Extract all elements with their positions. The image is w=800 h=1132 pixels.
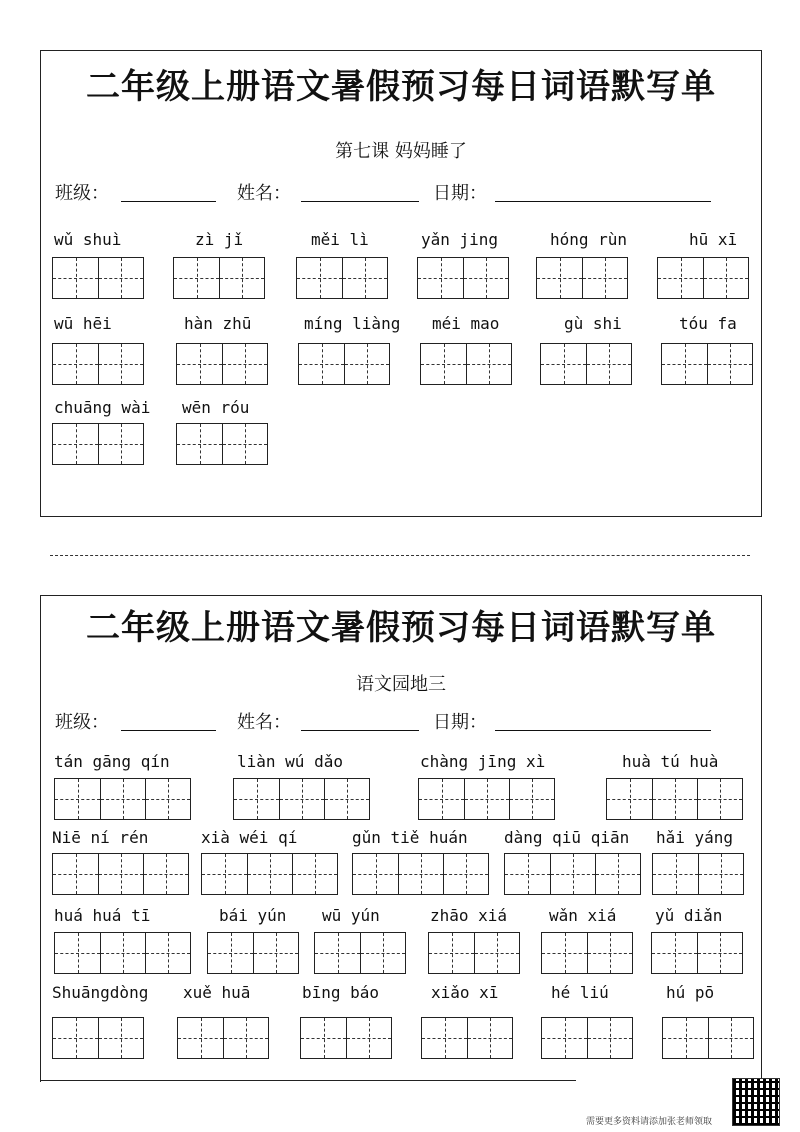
tian-zi-cell[interactable]	[253, 933, 298, 973]
tian-zi-cell[interactable]	[663, 1018, 708, 1058]
worksheet-title: 二年级上册语文暑假预习每日词语默写单	[86, 608, 716, 648]
pinyin-label: yǔ diǎn	[655, 906, 723, 925]
tian-zi-cell[interactable]	[143, 854, 188, 894]
tian-zi-cell[interactable]	[467, 1018, 512, 1058]
name-label: 姓名：	[237, 183, 291, 204]
pinyin-label: wū hēi	[54, 314, 112, 333]
writing-grid[interactable]	[652, 853, 744, 895]
tian-zi-cell[interactable]	[222, 424, 267, 464]
tian-zi-cell[interactable]	[53, 258, 98, 298]
lesson-title: 第七课 妈妈睡了	[335, 141, 467, 162]
tian-zi-cell[interactable]	[422, 1018, 467, 1058]
tian-zi-cell[interactable]	[541, 344, 586, 384]
pinyin-label: zì jǐ	[195, 230, 244, 249]
name-blank[interactable]	[301, 201, 419, 202]
pinyin-label: gù shi	[564, 314, 622, 333]
date-label: 日期：	[433, 183, 487, 204]
tian-zi-cell[interactable]	[292, 854, 337, 894]
pinyin-label: huá huá tī	[54, 906, 151, 925]
tian-zi-cell[interactable]	[219, 258, 264, 298]
tian-zi-cell[interactable]	[279, 779, 324, 819]
tian-zi-cell[interactable]	[53, 424, 98, 464]
tian-zi-cell[interactable]	[145, 933, 190, 973]
writing-grid[interactable]	[52, 853, 189, 895]
tian-zi-cell[interactable]	[463, 258, 508, 298]
writing-grid[interactable]	[536, 257, 628, 299]
tian-zi-cell[interactable]	[297, 258, 342, 298]
writing-grid[interactable]	[541, 932, 633, 974]
writing-grid[interactable]	[52, 423, 144, 465]
tian-zi-cell[interactable]	[177, 424, 222, 464]
tian-zi-cell[interactable]	[653, 854, 698, 894]
tian-zi-cell[interactable]	[324, 779, 369, 819]
tian-zi-cell[interactable]	[703, 258, 748, 298]
writing-grid[interactable]	[420, 343, 512, 385]
pinyin-label: huà tú huà	[622, 752, 719, 771]
pinyin-label: míng liàng	[304, 314, 401, 333]
date-label: 日期：	[433, 712, 487, 733]
pinyin-label: wēn róu	[182, 398, 250, 417]
writing-grid[interactable]	[428, 932, 520, 974]
writing-grid[interactable]	[421, 1017, 513, 1059]
top-worksheet	[40, 50, 762, 517]
tian-zi-cell[interactable]	[98, 1018, 143, 1058]
tian-zi-cell[interactable]	[698, 854, 743, 894]
writing-grid[interactable]	[352, 853, 489, 895]
tian-zi-cell[interactable]	[550, 854, 595, 894]
pinyin-label: hú pō	[666, 983, 715, 1002]
pinyin-label: hū xī	[689, 230, 738, 249]
pinyin-label: Niē ní rén	[52, 828, 149, 847]
tian-zi-cell[interactable]	[177, 344, 222, 384]
tian-zi-cell[interactable]	[586, 344, 631, 384]
writing-grid[interactable]	[606, 778, 743, 820]
tian-zi-cell[interactable]	[53, 854, 98, 894]
tian-zi-cell[interactable]	[299, 344, 344, 384]
tian-zi-cell[interactable]	[344, 344, 389, 384]
name-blank[interactable]	[301, 730, 419, 731]
tian-zi-cell[interactable]	[301, 1018, 346, 1058]
footer-rule	[40, 1080, 576, 1081]
tian-zi-cell[interactable]	[582, 258, 627, 298]
tian-zi-cell[interactable]	[223, 1018, 268, 1058]
worksheet-title: 二年级上册语文暑假预习每日词语默写单	[86, 67, 716, 107]
pinyin-label: wū yún	[322, 906, 380, 925]
writing-grid[interactable]	[661, 343, 753, 385]
pinyin-label: měi lì	[311, 230, 369, 249]
writing-grid[interactable]	[541, 1017, 633, 1059]
writing-grid[interactable]	[52, 1017, 144, 1059]
writing-grid[interactable]	[176, 343, 268, 385]
tian-zi-cell[interactable]	[587, 933, 632, 973]
tian-zi-cell[interactable]	[346, 1018, 391, 1058]
pinyin-label: zhāo xiá	[430, 906, 508, 925]
class-label: 班级：	[55, 183, 109, 204]
tian-zi-cell[interactable]	[234, 779, 279, 819]
pinyin-label: tóu fa	[679, 314, 737, 333]
tian-zi-cell[interactable]	[98, 258, 143, 298]
pinyin-label: hǎi yáng	[656, 828, 734, 847]
tian-zi-cell[interactable]	[208, 933, 253, 973]
tian-zi-cell[interactable]	[55, 933, 100, 973]
class-blank[interactable]	[121, 730, 216, 731]
tian-zi-cell[interactable]	[342, 258, 387, 298]
name-label: 姓名：	[237, 712, 291, 733]
pinyin-label: gǔn tiě huán	[352, 828, 468, 847]
qr-code-image	[732, 1078, 780, 1126]
pinyin-label: bái yún	[219, 906, 287, 925]
pinyin-label: yǎn jing	[421, 230, 499, 249]
class-label: 班级：	[55, 712, 109, 733]
pinyin-label: xià wéi qí	[201, 828, 298, 847]
tian-zi-cell[interactable]	[707, 344, 752, 384]
tian-zi-cell[interactable]	[398, 854, 443, 894]
tian-zi-cell[interactable]	[178, 1018, 223, 1058]
writing-grid[interactable]	[177, 1017, 269, 1059]
tian-zi-cell[interactable]	[100, 933, 145, 973]
tian-zi-cell[interactable]	[98, 854, 143, 894]
tian-zi-cell[interactable]	[466, 344, 511, 384]
writing-grid[interactable]	[54, 932, 191, 974]
writing-grid[interactable]	[296, 257, 388, 299]
tian-zi-cell[interactable]	[652, 779, 697, 819]
writing-grid[interactable]	[52, 343, 144, 385]
pinyin-label: hóng rùn	[550, 230, 628, 249]
tian-zi-cell[interactable]	[464, 779, 509, 819]
pinyin-label: xiǎo xī	[431, 983, 499, 1002]
tian-zi-cell[interactable]	[353, 854, 398, 894]
tian-zi-cell[interactable]	[360, 933, 405, 973]
tian-zi-cell[interactable]	[421, 344, 466, 384]
cut-line-divider	[50, 555, 750, 556]
pinyin-label: méi mao	[432, 314, 500, 333]
footer-note: 需要更多资料请添加张老师领取	[586, 1117, 713, 1127]
tian-zi-cell[interactable]	[315, 933, 360, 973]
tian-zi-cell[interactable]	[429, 933, 474, 973]
lesson-title: 语文园地三	[356, 674, 446, 695]
writing-grid[interactable]	[52, 257, 144, 299]
pinyin-label: dàng qiū qiān	[504, 828, 630, 847]
tian-zi-cell[interactable]	[55, 779, 100, 819]
writing-grid[interactable]	[417, 257, 509, 299]
tian-zi-cell[interactable]	[53, 344, 98, 384]
date-blank[interactable]	[495, 730, 711, 731]
writing-grid[interactable]	[173, 257, 265, 299]
writing-grid[interactable]	[298, 343, 390, 385]
pinyin-label: Shuāngdòng	[52, 983, 149, 1002]
tian-zi-cell[interactable]	[509, 779, 554, 819]
tian-zi-cell[interactable]	[542, 933, 587, 973]
writing-grid[interactable]	[201, 853, 338, 895]
writing-grid[interactable]	[662, 1017, 754, 1059]
tian-zi-cell[interactable]	[53, 1018, 98, 1058]
writing-grid[interactable]	[657, 257, 749, 299]
writing-grid[interactable]	[504, 853, 641, 895]
pinyin-label: chàng jīng xì	[420, 752, 546, 771]
pinyin-label: bīng báo	[302, 983, 380, 1002]
pinyin-label: xuě huā	[183, 983, 251, 1002]
writing-grid[interactable]	[54, 778, 191, 820]
writing-grid[interactable]	[651, 932, 743, 974]
writing-grid[interactable]	[176, 423, 268, 465]
pinyin-label: hé liú	[551, 983, 609, 1002]
writing-grid[interactable]	[207, 932, 299, 974]
tian-zi-cell[interactable]	[697, 933, 742, 973]
tian-zi-cell[interactable]	[474, 933, 519, 973]
tian-zi-cell[interactable]	[505, 854, 550, 894]
pinyin-label: wǎn xiá	[549, 906, 617, 925]
tian-zi-cell[interactable]	[542, 1018, 587, 1058]
pinyin-label: liàn wú dǎo	[237, 752, 343, 771]
tian-zi-cell[interactable]	[662, 344, 707, 384]
class-blank[interactable]	[121, 201, 216, 202]
tian-zi-cell[interactable]	[100, 779, 145, 819]
tian-zi-cell[interactable]	[419, 779, 464, 819]
date-blank[interactable]	[495, 201, 711, 202]
tian-zi-cell[interactable]	[587, 1018, 632, 1058]
tian-zi-cell[interactable]	[537, 258, 582, 298]
writing-grid[interactable]	[418, 778, 555, 820]
tian-zi-cell[interactable]	[652, 933, 697, 973]
pinyin-label: wǔ shuì	[54, 230, 122, 249]
writing-grid[interactable]	[314, 932, 406, 974]
writing-grid[interactable]	[233, 778, 370, 820]
tian-zi-cell[interactable]	[443, 854, 488, 894]
tian-zi-cell[interactable]	[247, 854, 292, 894]
tian-zi-cell[interactable]	[595, 854, 640, 894]
tian-zi-cell[interactable]	[708, 1018, 753, 1058]
pinyin-label: chuāng wài	[54, 398, 151, 417]
pinyin-label: tán gāng qín	[54, 752, 170, 771]
tian-zi-cell[interactable]	[174, 258, 219, 298]
tian-zi-cell[interactable]	[145, 779, 190, 819]
tian-zi-cell[interactable]	[607, 779, 652, 819]
tian-zi-cell[interactable]	[98, 424, 143, 464]
tian-zi-cell[interactable]	[202, 854, 247, 894]
tian-zi-cell[interactable]	[658, 258, 703, 298]
pinyin-label: hàn zhū	[184, 314, 252, 333]
writing-grid[interactable]	[540, 343, 632, 385]
tian-zi-cell[interactable]	[418, 258, 463, 298]
tian-zi-cell[interactable]	[697, 779, 742, 819]
tian-zi-cell[interactable]	[222, 344, 267, 384]
writing-grid[interactable]	[300, 1017, 392, 1059]
tian-zi-cell[interactable]	[98, 344, 143, 384]
